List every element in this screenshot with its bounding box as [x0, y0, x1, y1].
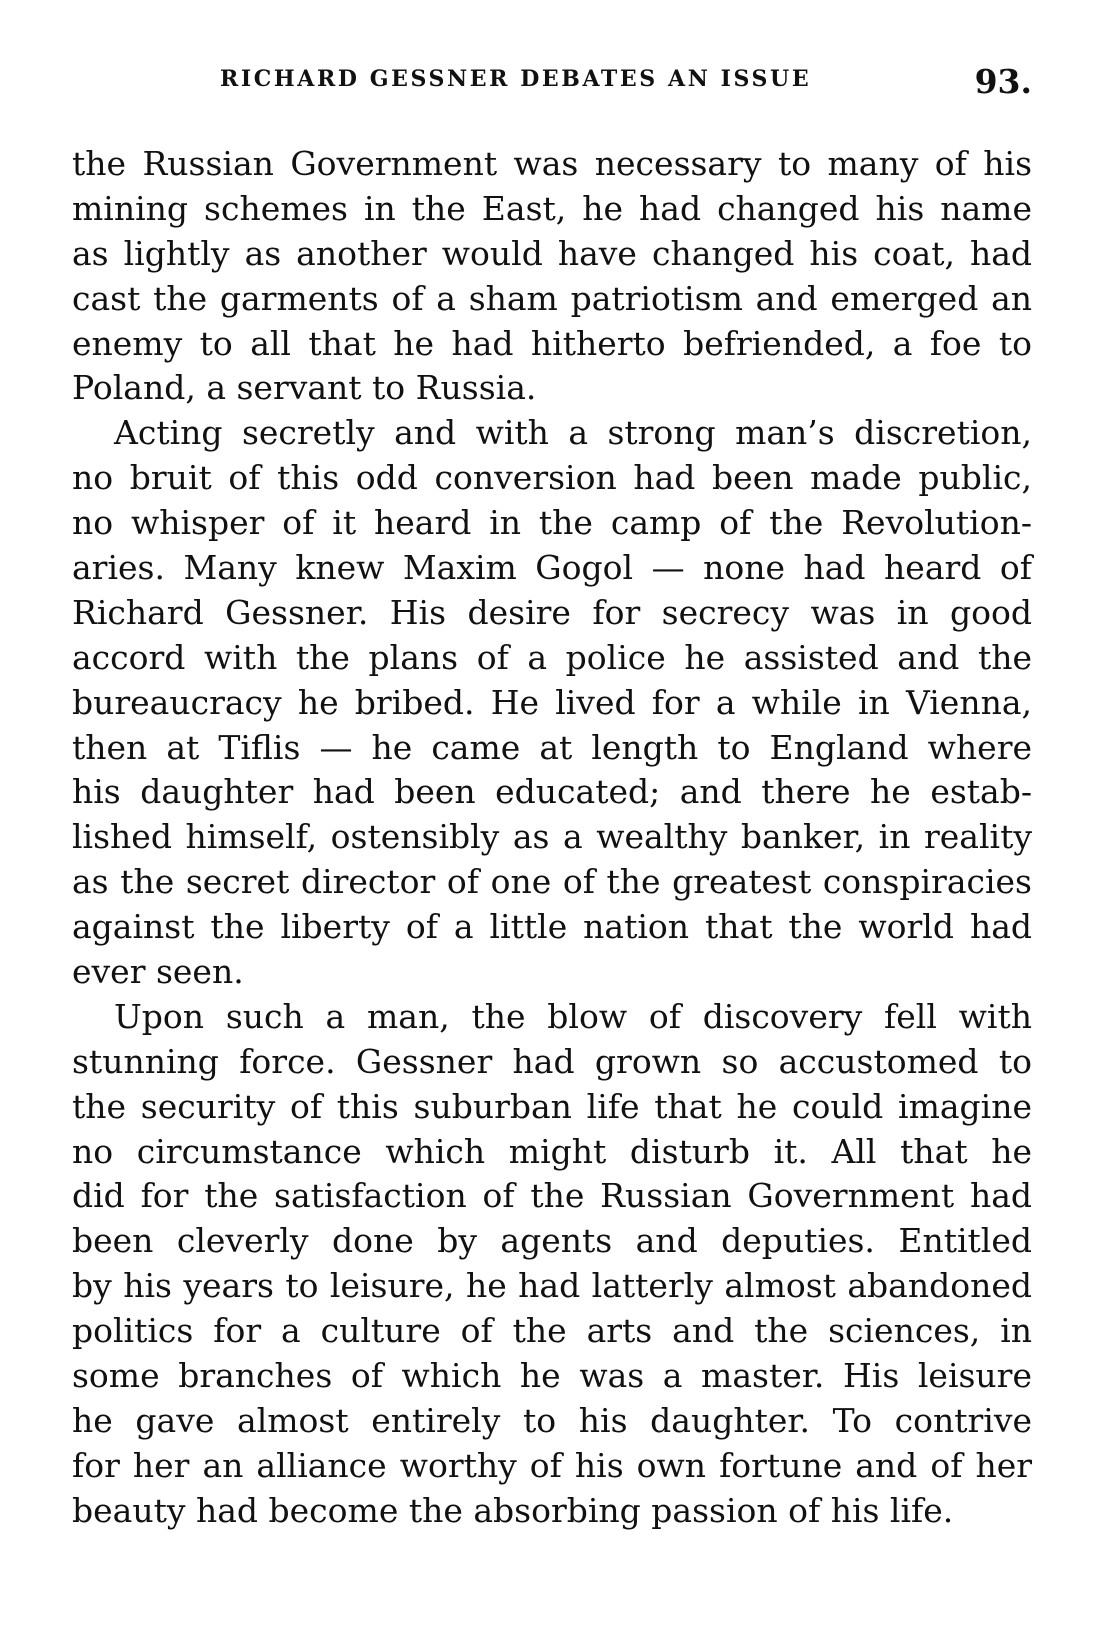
text-line: beauty had become the absorbing passion of his life. — [72, 1490, 954, 1530]
paragraph — [72, 142, 1032, 411]
text-line: bureaucracy he bribed. He lived for a while in Vienna, — [72, 682, 1032, 722]
paragraph — [72, 995, 1032, 1534]
running-title: RICHARD GESSNER DEBATES AN ISSUE — [220, 66, 812, 92]
text-line: ever seen. — [72, 952, 244, 992]
text-line: Poland, a servant to Russia. — [72, 368, 537, 408]
text-line: enemy to all that he had hitherto befriended, a foe to — [72, 323, 1032, 363]
text-line: he gave almost entirely to his daughter. To contrive — [72, 1400, 1032, 1440]
text-line: as lightly as another would have changed his coat, had — [72, 233, 1032, 273]
text-line: for her an alliance worthy of his own fortune and of her — [72, 1445, 1032, 1485]
text-line: politics for a culture of the arts and the sciences, in — [72, 1311, 1032, 1351]
body-text — [72, 142, 1032, 1534]
text-line: against the liberty of a little nation that the world had — [72, 907, 1032, 947]
paragraph — [72, 411, 1032, 995]
text-line: cast the garments of a sham patriotism and emerged an — [72, 278, 1032, 318]
text-line: been cleverly done by agents and deputies. Entitled — [72, 1221, 1032, 1261]
text-line: the security of this suburban life that he could imagine — [72, 1086, 1032, 1126]
text-line: some branches of which he was a master. His leisure — [72, 1356, 1032, 1396]
text-line: accord with the plans of a police he assisted and the — [72, 637, 1032, 677]
text-line: as the secret director of one of the greatest conspiracies — [72, 862, 1032, 902]
running-head — [72, 62, 1032, 102]
text-line: Richard Gessner. His desire for secrecy was in good — [72, 592, 1032, 632]
text-line: no circumstance which might disturb it. All that he — [72, 1131, 1032, 1171]
text-line: mining schemes in the East, he had changed his name — [72, 188, 1032, 228]
text-line: aries. Many knew Maxim Gogol — none had heard of — [72, 548, 1032, 588]
text-line: then at Tiflis — he came at length to England where — [72, 727, 1032, 767]
text-line: by his years to leisure, he had latterly almost abandoned — [72, 1266, 1032, 1306]
text-line: the Russian Government was necessary to many of his — [72, 144, 1032, 183]
text-line: no bruit of this odd conversion had been made public, — [72, 458, 1032, 498]
text-line: Acting secretly and with a strong man’s discretion, — [114, 413, 1032, 453]
text-line: stunning force. Gessner had grown so accustomed to — [72, 1041, 1032, 1081]
text-line: lished himself, ostensibly as a wealthy banker, in reality — [72, 817, 1032, 857]
text-line: no whisper of it heard in the camp of the Revolution- — [72, 503, 1032, 543]
text-line: his daughter had been educated; and there he estab- — [72, 772, 1032, 812]
page-number: 93. — [974, 62, 1032, 101]
text-line: did for the satisfaction of the Russian Government had — [72, 1176, 1032, 1216]
text-line: Upon such a man, the blow of discovery fell with — [114, 996, 1032, 1036]
